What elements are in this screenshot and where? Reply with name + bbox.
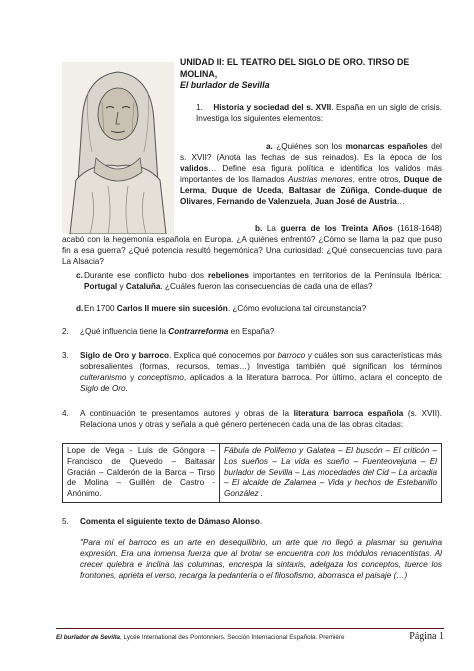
unit-title: UNIDAD II: EL TEATRO DEL SIGLO DE ORO. TIRSO DE MOLINA, — [180, 57, 410, 79]
footer-divider — [56, 628, 444, 629]
page-number: Página 1 — [409, 631, 444, 642]
table-row — [63, 444, 442, 503]
tirso-de-molina-portrait — [62, 62, 174, 234]
question-5: 5. Comenta el siguiente texto de Dámaso Alonso. — [62, 517, 263, 526]
footer-work-title: El burlador de Sevilla — [56, 634, 121, 641]
section-1-heading: 1. Historia y sociedad del s. XVII. España en un siglo de crisis. Investiga los siguientes elementos: — [196, 103, 442, 123]
question-2: 2. ¿Qué influencia tiene la Contrarreforma en España? — [62, 327, 275, 336]
item-a: a. ¿Quiénes son los monarcas españoles del s. XVII? (Anota las fechas de sus reinados). Es la época de los validos… Define esa figura política e identifica los validos más importantes de los llamados Austrias menores, entre otros, Duque de Lerma, Duque de Uceda, Baltasar de Zúñiga, Conde-duque de Olivares, Fernando de Valenzuela, Juan José de Austria… — [180, 142, 442, 206]
item-c: c. Durante ese conflicto hubo dos rebeliones importantes en territorios de la Península Ibérica: Portugal y Cataluña. ¿Cuáles fueron las consecuencias de cada una de ellas? — [76, 271, 442, 291]
damaso-alonso-quote: "Para mí el barroco es un arte en desequilibrio, un arte que no llegó a plasmar su genuina expresión. Era una inmensa fuerza que al brotar se encuentra con los módulos renacentistas. Al crecer quiebra e inclina las columnas, encrespa la sintaxis, adelgaza los conceptos, tuerce los frontones, aprieta el verso, recarga la pedantería o el filosofismo, aborrasca el paisaje (…) — [80, 538, 442, 580]
item-d: d. En 1700 Carlos II muere sin sucesión. ¿Cómo evoluciona tal circunstancia? — [76, 304, 367, 313]
page-footer — [56, 631, 444, 642]
authors-cell: Lope de Vega - Luis de Góngora – Francisco de Quevedo – Baltasar Gracián – Calderón de la Barca – Tirso de Molina – Guillén de Castro - Anónimo. — [63, 444, 220, 503]
authors-works-table — [62, 443, 442, 503]
question-3: 3. Siglo de Oro y barroco. Explica qué conocemos por barroco y cuáles son sus características más sobresalientes (formas, recursos, temas…) Investiga también qué significan los términos culteranismo y conceptismo, aplicados a la literatura barroca. Por último, aclara el concepto de Siglo de Oro. — [62, 351, 442, 393]
document-header — [180, 57, 442, 92]
item-b: b. La guerra de los Treinta Años (1618-1648) acabó con la hegemonía española en Europa. ¿A quiénes enfrentó? ¿Cómo se llama la paz que puso fin a esa guerra? ¿Qué potencia resultó hegemónica? Una curiosidad: ¿Qué consecuencias tuvo para La Alsacia? — [62, 224, 442, 266]
question-4: 4. A continuación te presentamos autores y obras de la literatura barroca española (s. XVII). Relaciona unos y otras y señala a qué género pertenecen cada una de las obras citadas: — [62, 409, 442, 429]
footer-text: , Lycée International des Pontonniers. Sección Internacional Española. Première — [120, 634, 345, 641]
work-title: El burlador de Sevilla — [180, 80, 270, 90]
works-cell: Fábula de Polifemo y Galatea – El buscón – El criticón – Los sueños – La vida es sueño – Fuenteovejuna – El burlador de Sevilla – Las mocedades del Cid – La arcadia – El alcalde de Zalamea – Vida y hechos de Estebanillo González . — [220, 444, 442, 503]
